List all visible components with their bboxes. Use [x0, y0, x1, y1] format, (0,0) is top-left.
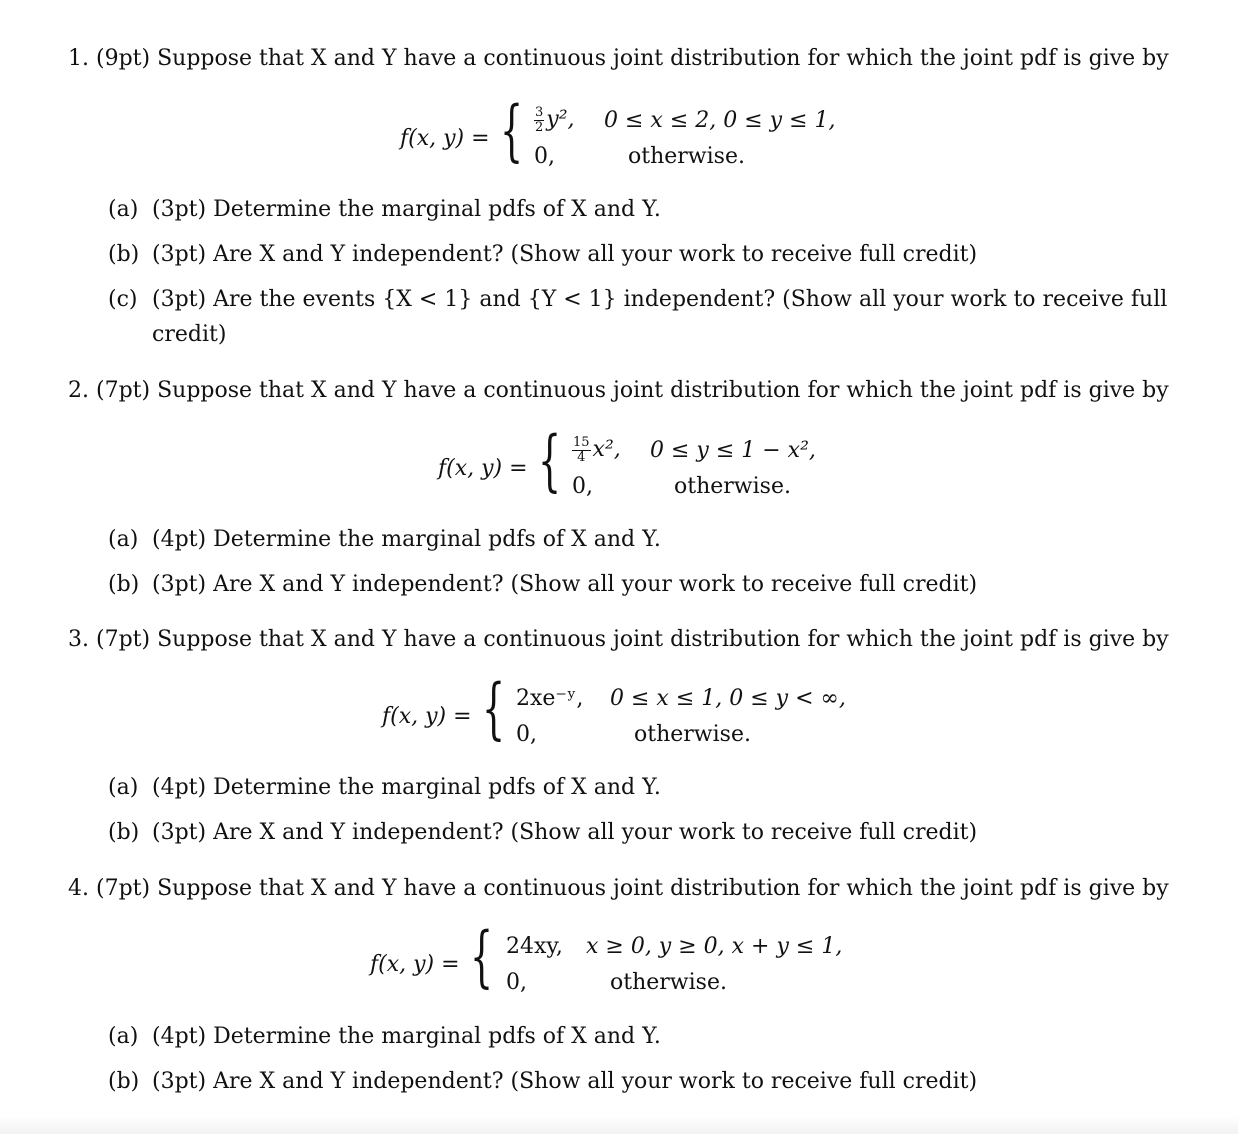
pdf-lhs: f(x, y) = [438, 456, 528, 481]
problem-3-part-a: (a) (4pt) Determine the marginal pdfs of X and Y. [108, 775, 661, 800]
problem-2-number: 2. [68, 378, 89, 403]
pdf-case2-expr: 0, [534, 144, 555, 169]
problem-2-part-b: (b) (3pt) Are X and Y independent? (Show all your work to receive full credit) [108, 572, 978, 597]
pdf-case2-condition: otherwise. [628, 144, 745, 169]
problem-2-stem [68, 380, 1169, 402]
problem-4-pdf [370, 918, 890, 1006]
pdf-case2-expr: 0, [516, 722, 537, 747]
pdf-case1-condition: 0 ≤ x ≤ 2, 0 ≤ y ≤ 1, [604, 108, 836, 133]
problem-3-stem [68, 629, 1169, 651]
pdf-case2-condition: otherwise. [610, 970, 727, 995]
problem-1-text: (9pt) Suppose that X and Y have a continuous joint distribution for which the joint pdf is give by [96, 46, 1169, 71]
problem-3-part-b: (b) (3pt) Are X and Y independent? (Show all your work to receive full credit) [108, 820, 978, 845]
problem-1-pdf [400, 92, 880, 180]
pdf-fraction: $\frac{15}{4}$ [573, 435, 590, 465]
problem-2-text: (7pt) Suppose that X and Y have a continuous joint distribution for which the joint pdf is give by [96, 378, 1169, 403]
pdf-brace: { [470, 918, 494, 995]
pdf-case2-condition: otherwise. [634, 722, 751, 747]
pdf-brace: { [500, 92, 524, 169]
problem-4-part-b: (b) (3pt) Are X and Y independent? (Show all your work to receive full credit) [108, 1069, 978, 1094]
pdf-fraction: $\frac{3}{2}$ [535, 105, 544, 135]
pdf-case1-expr: $\frac{3}{2}$ y², [535, 105, 575, 135]
problem-1-part-b: (b) (3pt) Are X and Y independent? (Show all your work to receive full credit) [108, 242, 978, 267]
problem-4-text: (7pt) Suppose that X and Y have a continuous joint distribution for which the joint pdf is give by [96, 876, 1169, 901]
problem-4-number: 4. [68, 876, 89, 901]
pdf-case1-condition: 0 ≤ y ≤ 1 − x², [650, 438, 816, 463]
pdf-case1-condition: 0 ≤ x ≤ 1, 0 ≤ y < ∞, [610, 686, 846, 711]
pdf-case1-condition: x ≥ 0, y ≥ 0, x + y ≤ 1, [586, 934, 843, 959]
problem-3-number: 3. [68, 627, 89, 652]
problem-3-text: (7pt) Suppose that X and Y have a continuous joint distribution for which the joint pdf is give by [96, 627, 1169, 652]
problem-1-number: 1. [68, 46, 89, 71]
problem-4-part-a: (a) (4pt) Determine the marginal pdfs of X and Y. [108, 1024, 661, 1049]
pdf-case1-expr: 24xy, [506, 934, 563, 959]
problem-1-stem [68, 48, 1169, 70]
problem-2-part-a: (a) (4pt) Determine the marginal pdfs of X and Y. [108, 527, 661, 552]
pdf-brace: { [538, 422, 562, 499]
pdf-lhs: f(x, y) = [370, 952, 460, 977]
pdf-case2-condition: otherwise. [674, 474, 791, 499]
pdf-case2-expr: 0, [572, 474, 593, 499]
pdf-case1-expr: 2xe⁻ʸ, [516, 686, 584, 711]
problem-4-stem [68, 878, 1169, 900]
problem-2-pdf [438, 422, 838, 510]
page-bottom-edge [0, 1116, 1238, 1134]
problem-1-part-a: (a) (3pt) Determine the marginal pdfs of X and Y. [108, 197, 661, 222]
pdf-lhs: f(x, y) = [382, 704, 472, 729]
pdf-lhs: f(x, y) = [400, 126, 490, 151]
problem-1-part-c-continuation: credit) [152, 322, 227, 347]
pdf-brace: { [482, 670, 506, 747]
problem-1-part-c: (c) (3pt) Are the events {X < 1} and {Y < 1} independent? (Show all your work to receive full [108, 287, 1168, 312]
pdf-case1-expr: $\frac{15}{4}$ x², [573, 435, 621, 465]
pdf-case2-expr: 0, [506, 970, 527, 995]
problem-3-pdf [382, 670, 882, 758]
